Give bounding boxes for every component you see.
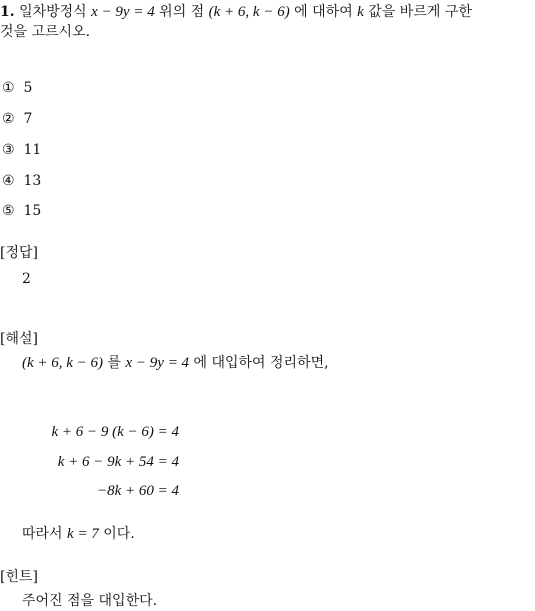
choice-marker-3: ③ xyxy=(2,142,15,158)
question-equation: x − 9y = 4 xyxy=(91,4,155,20)
choice-2[interactable] xyxy=(2,109,32,129)
choice-1[interactable] xyxy=(2,78,32,98)
explanation-point: (k + 6, k − 6) xyxy=(22,355,104,371)
equation-step-2: k + 6 − 9k + 54 = 4 xyxy=(57,454,179,470)
answer-value: 2 xyxy=(22,271,31,287)
conclusion-text-a: 따라서 xyxy=(22,526,63,542)
conclusion xyxy=(22,524,135,544)
question-variable-k: k xyxy=(357,4,364,20)
question-line-2: 것을 고르시오. xyxy=(0,24,91,40)
choice-marker-1: ① xyxy=(2,80,15,96)
question-number: 1. xyxy=(0,4,15,20)
choice-value-4: 13 xyxy=(23,173,42,189)
conclusion-text-b: 이다. xyxy=(103,526,135,542)
explanation-label: [해설] xyxy=(0,331,38,347)
question-line-1 xyxy=(0,2,472,22)
equation-step-3: −8k + 60 = 4 xyxy=(96,483,179,499)
choice-value-2: 7 xyxy=(23,111,33,127)
explanation-text-b: 에 대입하여 정리하면, xyxy=(193,355,329,371)
choice-3[interactable] xyxy=(2,140,41,160)
conclusion-equation: k = 7 xyxy=(67,526,99,542)
choice-value-3: 11 xyxy=(23,142,42,158)
choice-marker-5: ⑤ xyxy=(2,203,15,219)
choice-marker-4: ④ xyxy=(2,173,15,189)
choice-4[interactable] xyxy=(2,171,41,191)
question-text-d: 값을 바르게 구한 xyxy=(368,4,472,20)
answer-label: [정답] xyxy=(0,245,38,261)
explanation-text-a: 를 xyxy=(107,355,122,371)
choice-value-5: 15 xyxy=(23,203,42,219)
question-text-a: 일차방정식 xyxy=(19,4,87,20)
hint-text: 주어진 점을 대입한다. xyxy=(22,593,158,609)
question-text-c: 에 대하여 xyxy=(294,4,353,20)
choice-marker-2: ② xyxy=(2,111,15,127)
equation-step-1: k + 6 − 9 (k − 6) = 4 xyxy=(51,424,179,440)
choice-value-1: 5 xyxy=(23,80,33,96)
hint-label: [힌트] xyxy=(0,569,38,585)
explanation-equation: x − 9y = 4 xyxy=(125,355,190,371)
explanation-intro xyxy=(22,353,329,373)
question-text-b: 위의 점 xyxy=(159,4,205,20)
question-point: (k + 6, k − 6) xyxy=(208,4,290,20)
choice-5[interactable] xyxy=(2,201,41,221)
